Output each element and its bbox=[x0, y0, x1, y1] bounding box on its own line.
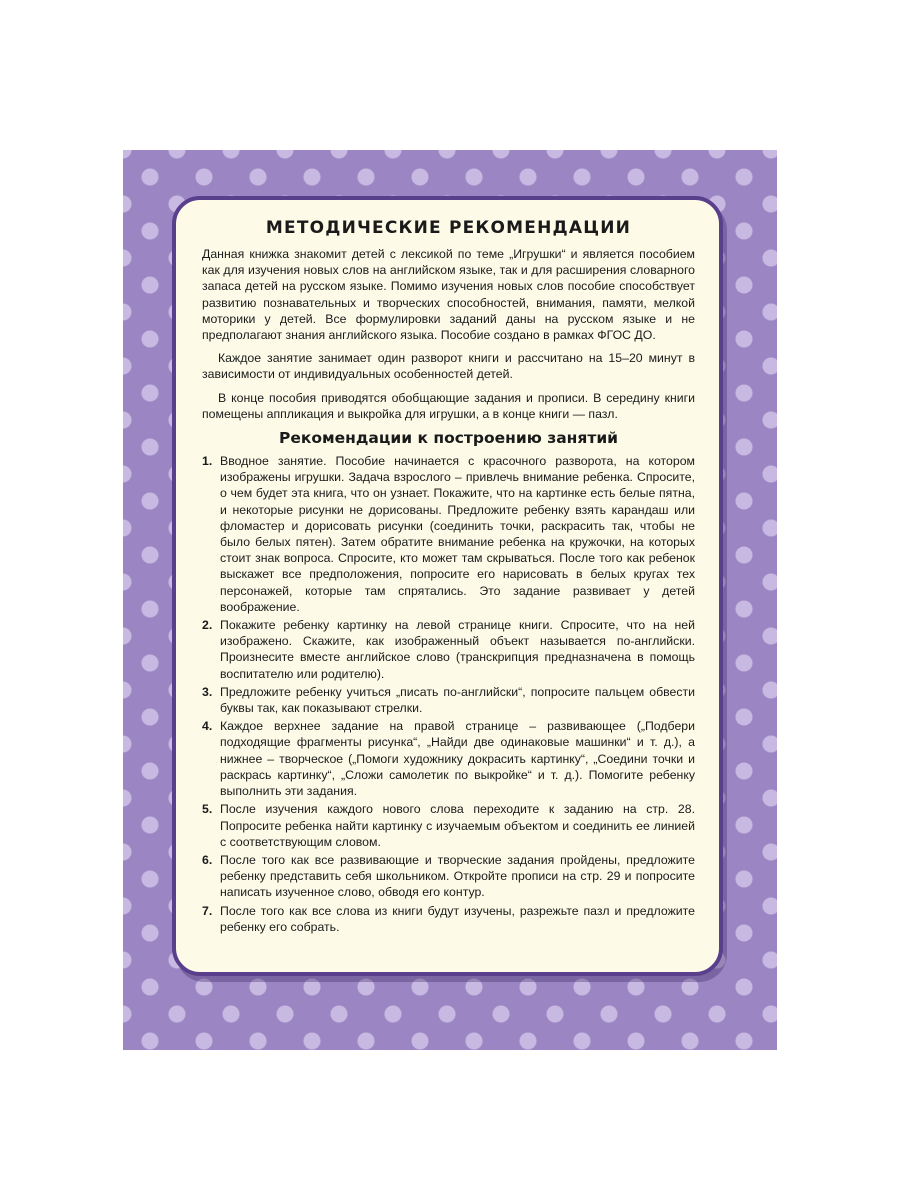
step-text: После того как все слова из книги будут изучены, разрежьте пазл и предложите ребенку его собрать. bbox=[220, 903, 695, 934]
intro-paragraph-2: Каждое занятие занимает один разворот книги и рассчитано на 15–20 минут в зависимости от индивидуальных особенностей детей. bbox=[202, 351, 695, 382]
step-number: 6. bbox=[202, 852, 213, 867]
step-number: 5. bbox=[202, 802, 213, 817]
list-item bbox=[202, 903, 695, 935]
steps-list bbox=[202, 453, 695, 935]
step-text: После того как все развивающие и творческие задания пройдены, предложите ребенку представить себя школьником. Откройте прописи на стр. 29 и попросите написать изученное слово, обводя его контур. bbox=[220, 852, 695, 900]
list-item bbox=[202, 852, 695, 901]
section-subtitle: Рекомендации к построению занятий bbox=[278, 429, 619, 448]
intro-paragraph-1: Данная книжка знакомит детей с лексикой по теме „Игрушки“ и является пособием как для изучения новых слов на английском языке, так и для расширения словарного запаса детей на русском языке. Помимо изучения новых слов пособие способствует развитию познавательных и творческих способностей, внимания, памяти, мелкой моторики у детей. Все формулировки заданий даны на русском языке и не предполагают знания английского языка. Пособие создано в рамках ФГОС ДО. bbox=[202, 247, 695, 343]
step-text: Каждое верхнее задание на правой странице – развивающее („Подбери подходящие фрагменты рисунка“, „Найди две одинаковые машинки“ и т. д.), а нижнее – творческое („Помоги художнику докрасить картинку“, „Соедини точки и раскрась картинку“, „Сложи самолетик по выкройке“ и т. д.). Помогите ребенку выполнить эти задания. bbox=[220, 719, 695, 799]
intro-paragraph-3: В конце пособия приводятся обобщающие задания и прописи. В середину книги помещены аппликация и выкройка для игрушки, а в конце книги — пазл. bbox=[202, 390, 695, 421]
step-text: Покажите ребенку картинку на левой странице книги. Спросите, что на ней изображено. Скажите, как изображенный объект называется по-английски. Произнесите вместе английское слово (транскрипция предназначена в помощь воспитателю или родителю). bbox=[220, 618, 695, 681]
step-number: 4. bbox=[202, 719, 213, 734]
recommendations-card bbox=[172, 196, 723, 976]
step-text: Предложите ребенку учиться „писать по-английски“, попросите пальцем обвести буквы так, как показывают стрелки. bbox=[220, 684, 695, 716]
list-item bbox=[202, 801, 695, 850]
step-number: 2. bbox=[202, 618, 213, 633]
list-item bbox=[202, 453, 695, 615]
step-number: 1. bbox=[202, 454, 213, 469]
step-number: 7. bbox=[202, 903, 213, 918]
step-number: 3. bbox=[202, 684, 213, 699]
page-title: МЕТОДИЧЕСКИЕ РЕКОМЕНДАЦИИ bbox=[265, 218, 632, 238]
step-text: Вводное занятие. Пособие начинается с красочного разворота, на котором изображены игрушки. Задача взрослого – привлечь внимание ребенка. Спросите, о чем будет эта книга, что он узнает. Покажите, что на картинке есть белые пятна, и некоторые рисунки не дорисованы. Предложите ребенку взять карандаш или фломастер и дорисовать рисунки (соединить точки, раскрасить так, чтобы не было белых пятен). Затем обратите внимание ребенка на кружочки, на которых стоит знак вопроса. Спросите, кто может там скрываться. После того как ребенок выскажет все предположения, попросите его нарисовать в белых кругах тех персонажей, которые там спрятались. Это задание развивает у детей воображение. bbox=[220, 454, 695, 614]
step-text: После изучения каждого нового слова переходите к заданию на стр. 28. Попросите ребенка найти картинку с изучаемым объектом и соединить ее линией с соответствующим словом. bbox=[220, 802, 695, 849]
list-item bbox=[202, 718, 695, 799]
list-item bbox=[202, 684, 695, 716]
list-item bbox=[202, 617, 695, 682]
